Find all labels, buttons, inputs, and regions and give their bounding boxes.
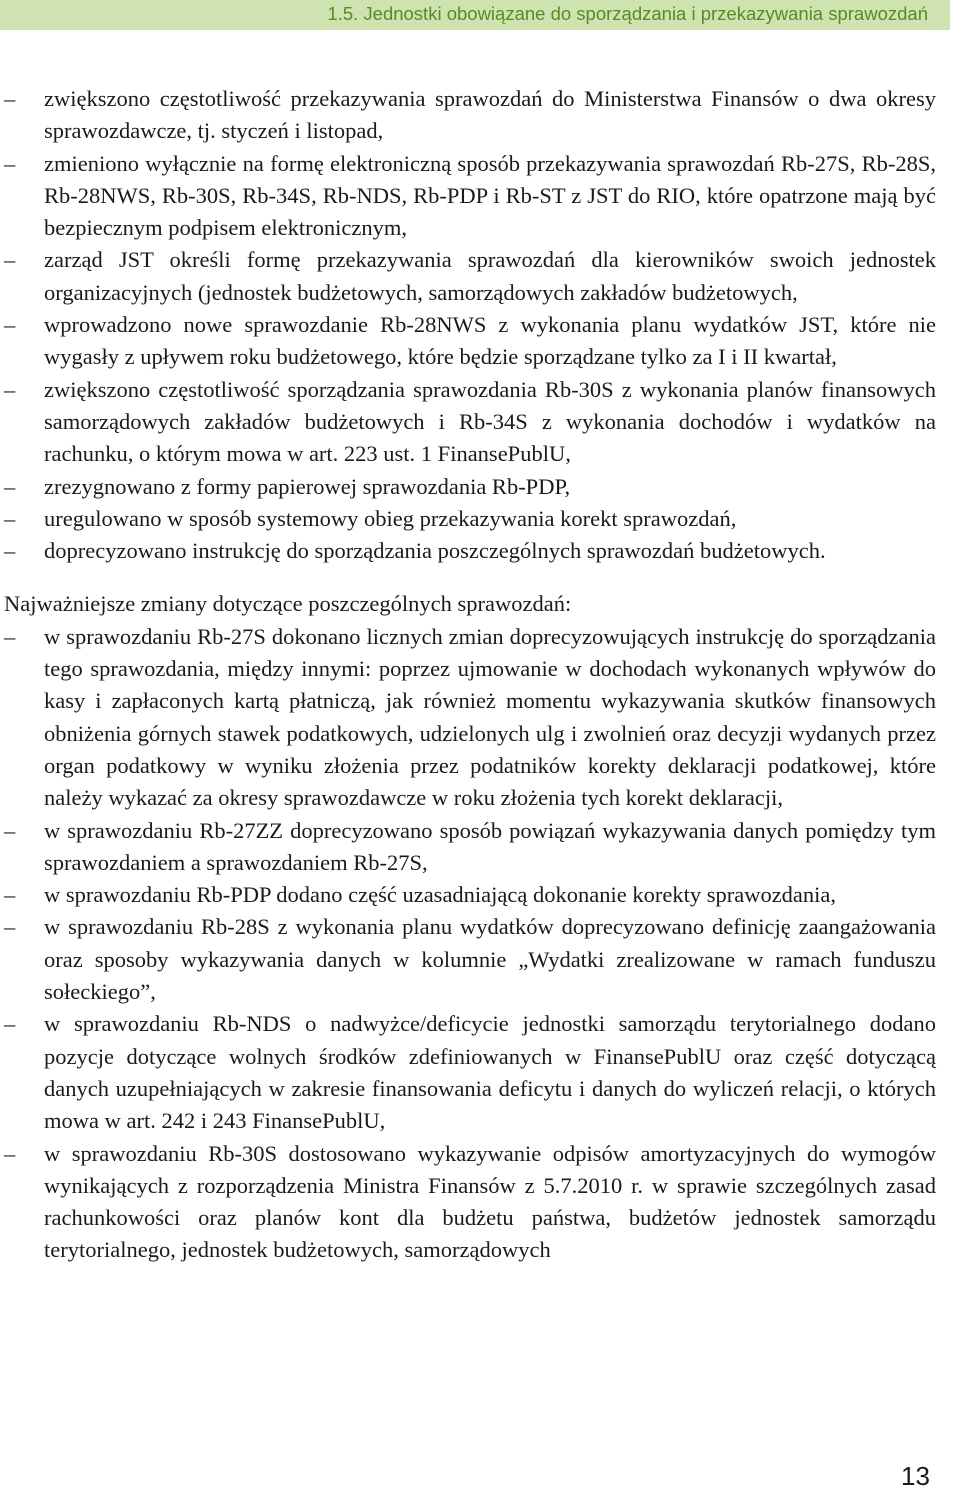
dash-bullet: – [4,817,16,843]
list-item [4,879,936,911]
list-item [4,621,936,815]
header-title: 1.5. Jednostki obowiązane do sporządzania i przekazywania sprawozdań [327,3,928,24]
dash-bullet: – [4,86,16,111]
dash-bullet: – [4,1011,16,1037]
list-item-text: w sprawozdaniu Rb-28S z wykonania planu wydatków doprecyzowano definicję zaangażowania oraz sposoby wykazywania danych w kolumnie „Wydatki zrealizowane w ramach funduszu sołeckiego”, [44,914,936,1005]
list-item-text: w sprawozdaniu Rb-27S dokonano licznych zmian doprecyzowujących instrukcję do sporządzania tego sprawozdania, między innymi: poprzez ujmowanie w dochodach wykonanych wpływów do kasy i zapłaconych kartą płatniczą, jak również momentu wykazywania skutków finansowych obniżenia górnych stawek podatkowych, udzielonych ulg i zwolnień oraz decyzji wydanych przez organ podatkowy w wyniku złożenia przez podatników korekty deklaracji podatkowej, które należy wykazać za okresy sprawozdawcze w roku złożenia tych korekt deklaracji, [44,623,936,811]
list-item-text: zmieniono wyłącznie na formę elektroniczną sposób przekazywania sprawozdań Rb-27S, Rb-28S, Rb-28NWS, Rb-30S, Rb-34S, Rb-NDS, Rb-PDP i Rb-ST z JST do RIO, które opatrzone mają być bezpiecznym podpisem elektronicznym, [44,150,936,241]
dash-bullet: – [4,473,16,499]
section-intro: Najważniejsze zmiany dotyczące poszczególnych sprawozdań: [4,591,572,617]
list-item-text: uregulowano w sposób systemowy obieg przekazywania korekt sprawozdań, [44,505,737,531]
list-item [4,83,936,148]
list-item [4,911,936,1008]
list-item-text: w sprawozdaniu Rb-27ZZ doprecyzowano sposób powiązań wykazywania danych pomiędzy tym sprawozdaniem a sprawozdaniem Rb-27S, [44,817,936,875]
list-item [4,148,936,245]
list-item [4,503,936,535]
dash-bullet: – [4,505,16,531]
dash-bullet: – [4,1140,16,1166]
list-item-text: wprowadzono nowe sprawozdanie Rb-28NWS z wykonania planu wydatków JST, które nie wygasły z upływem roku budżetowego, które będzie sporządzane tylko za I i II kwartał, [44,312,936,370]
list-item-text: w sprawozdaniu Rb-PDP dodano część uzasadniającą dokonanie korekty sprawozdania, [44,882,837,908]
list-item-text: doprecyzowano instrukcję do sporządzania poszczególnych sprawozdań budżetowych. [44,538,826,564]
dash-bullet: – [4,150,16,176]
report-changes-list [4,621,936,1267]
list-item-text: w sprawozdaniu Rb-NDS o nadwyżce/deficycie jednostki samorządu terytorialnego dodano pozycje dotyczące wolnych środków zdefiniowanych w FinansePublU oraz część dotyczącą danych uzupełniających w zakresie finansowania deficytu i danych do wyliczeń relacji, o których mowa w art. 242 i 243 FinansePublU, [44,1011,936,1134]
list-item [4,244,936,309]
dash-bullet: – [4,538,16,564]
list-item [4,535,936,567]
list-item-text: zwiększono częstotliwość sporządzania sprawozdania Rb-30S z wykonania planów finansowych samorządowych zakładów budżetowych i Rb-34S z wykonania dochodów i wydatków na rachunku, o którym mowa w art. 223 ust. 1 FinansePublU, [44,376,936,467]
list-item [4,1138,936,1267]
dash-bullet: – [4,882,16,908]
page-number: 13 [901,1461,930,1491]
dash-bullet: – [4,247,16,273]
list-item [4,471,936,503]
list-item [4,309,936,374]
list-item [4,374,936,471]
list-item [4,1008,936,1137]
dash-bullet: – [4,914,16,940]
list-item-text: zwiększono częstotliwość przekazywania sprawozdań do Ministerstwa Finansów o dwa okresy sprawozdawcze, tj. styczeń i listopad, [44,86,936,144]
list-item-text: zrezygnowano z formy papierowej sprawozdania Rb-PDP, [44,473,571,499]
list-item-text: zarząd JST określi formę przekazywania sprawozdań dla kierowników swoich jednostek organizacyjnych (jednostek budżetowych, samorządowych zakładów budżetowych, [44,247,936,305]
dash-bullet: – [4,312,16,338]
dash-bullet: – [4,623,16,649]
running-header [0,0,950,30]
dash-bullet: – [4,376,16,402]
page-body [4,83,936,1267]
changes-list [4,83,936,567]
list-item-text: w sprawozdaniu Rb-30S dostosowano wykazywanie odpisów amortyzacyjnych do wymogów wynikających z rozporządzenia Ministra Finansów z 5.7.2010 r. w sprawie szczególnych zasad rachunkowości oraz planów kont dla budżetu państwa, budżetów jednostek samorządu terytorialnego, jednostek budżetowych, samorządowych [44,1140,936,1263]
list-item [4,815,936,880]
